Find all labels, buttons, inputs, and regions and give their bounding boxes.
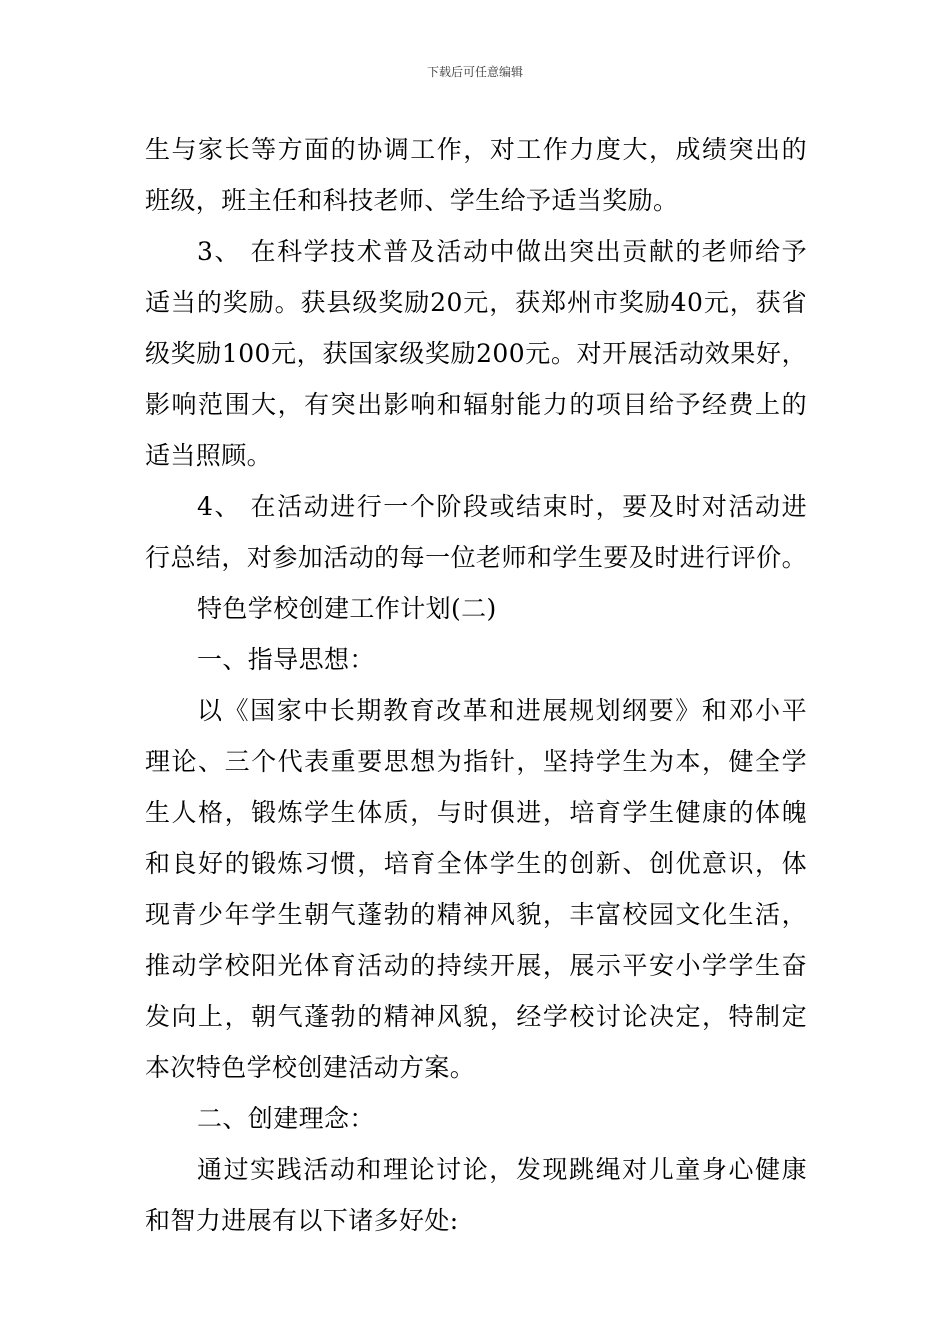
- body-line: 影响范围大，有突出影响和辐射能力的项目给予经费上的: [145, 390, 807, 419]
- body-line: 以《国家中长期教育改革和进展规划纲要》和邓小平: [197, 696, 807, 725]
- body-line: 通过实践活动和理论讨论，发现跳绳对儿童身心健康: [197, 1155, 807, 1184]
- page-header: 下载后可任意编辑: [426, 65, 523, 79]
- section-heading: 一、指导思想：: [197, 645, 375, 674]
- body-line: 4、 在活动进行一个阶段或结束时，要及时对活动进: [197, 492, 807, 521]
- body-line: 现青少年学生朝气蓬勃的精神风貌，丰富校园文化生活，: [145, 900, 807, 929]
- document-body: [145, 124, 807, 1246]
- body-line: 行总结，对参加活动的每一位老师和学生要及时进行评价。: [145, 543, 807, 572]
- body-line: 理论、三个代表重要思想为指针，坚持学生为本，健全学: [145, 747, 807, 776]
- body-line: 和良好的锻炼习惯，培育全体学生的创新、创优意识，体: [145, 849, 807, 878]
- body-line: 本次特色学校创建活动方案。: [145, 1053, 476, 1082]
- body-line: 3、 在科学技术普及活动中做出突出贡献的老师给予: [197, 237, 807, 266]
- body-line: 和智力进展有以下诸多好处:: [145, 1206, 459, 1235]
- body-line: 级奖励100元，获国家级奖励200元。对开展活动效果好，: [145, 339, 807, 368]
- section-heading: 二、创建理念：: [197, 1104, 375, 1133]
- body-line: 适当照顾。: [145, 441, 273, 470]
- body-line: 班级，班主任和科技老师、学生给予适当奖励。: [145, 186, 679, 215]
- body-line: 适当的奖励。获县级奖励20元，获郑州市奖励40元，获省: [145, 288, 807, 317]
- body-line: 生人格，锻炼学生体质，与时俱进，培育学生健康的体魄: [145, 798, 807, 827]
- section-title: 特色学校创建工作计划(二): [197, 594, 497, 623]
- body-line: 推动学校阳光体育活动的持续开展，展示平安小学学生奋: [145, 951, 807, 980]
- body-line: 生与家长等方面的协调工作，对工作力度大，成绩突出的: [145, 135, 807, 164]
- body-line: 发向上，朝气蓬勃的精神风貌，经学校讨论决定，特制定: [145, 1002, 807, 1031]
